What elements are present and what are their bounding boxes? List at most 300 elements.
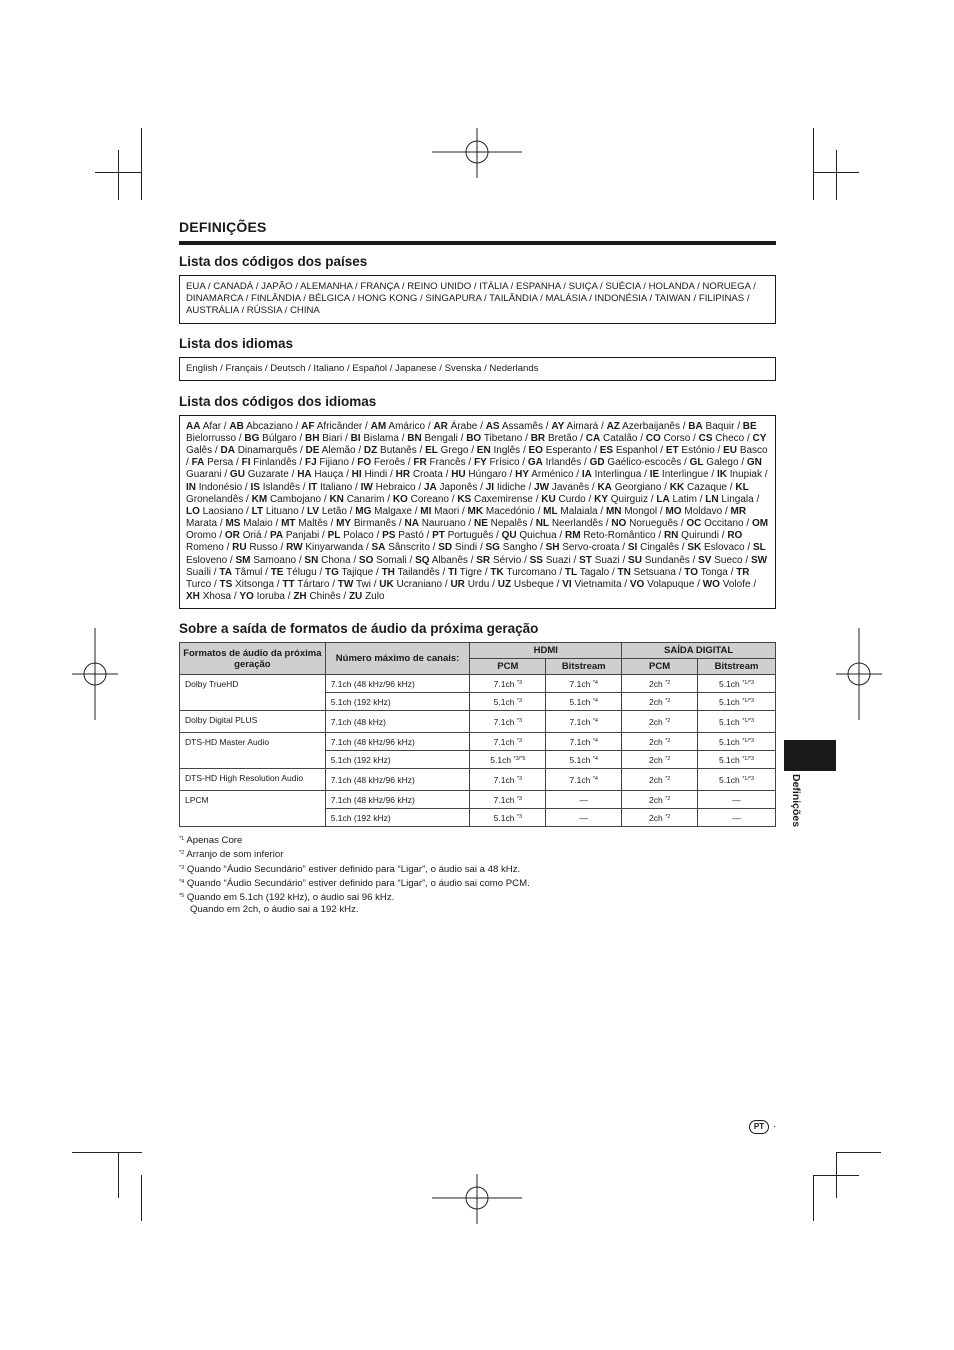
- cell-value: 5.1ch: [493, 696, 515, 707]
- cell-value: 7.1ch: [493, 736, 515, 747]
- cell-value: 7.1ch: [569, 736, 591, 747]
- language-codes-title: Lista dos códigos dos idiomas: [179, 393, 377, 409]
- language-code: MO: [665, 505, 682, 517]
- language-name: Persa: [207, 457, 234, 469]
- language-code: JW: [534, 481, 550, 493]
- digital-pcm-cell: [622, 675, 698, 693]
- language-code: VO: [629, 578, 645, 590]
- footnote-text: Quando em 5.1ch (192 kHz), o áudio sai 96 kHz.: [186, 891, 395, 903]
- cell-value: 2ch: [648, 774, 663, 785]
- format-name: DTS-HD Master Audio: [180, 733, 326, 769]
- language-name: Tártaro: [297, 578, 330, 590]
- language-name: Baquir: [705, 420, 735, 432]
- language-name: Japonês: [439, 481, 478, 493]
- language-name: Xitsonga: [235, 578, 275, 590]
- cell-value: 7.1ch: [493, 678, 515, 689]
- digital-bitstream-cell: [698, 711, 776, 733]
- registration-mark-bottom: [432, 1174, 522, 1224]
- header-channels: Número máximo de canais:: [325, 643, 470, 675]
- language-code: TL: [564, 566, 578, 578]
- cell-value: 5.1ch: [718, 736, 740, 747]
- cell-value: 2ch: [648, 678, 663, 689]
- language-code: BG: [244, 432, 260, 444]
- language-name: Grego: [440, 445, 469, 457]
- language-code: RN: [663, 530, 679, 542]
- language-code: TA: [219, 566, 232, 578]
- language-code: MS: [225, 518, 241, 530]
- footnote-ref: *3: [516, 679, 523, 686]
- language-name: Dinamarquês: [237, 445, 298, 457]
- header-hdmi-bitstream: Bitstream: [546, 659, 622, 675]
- language-name: Polaco: [343, 530, 374, 542]
- audio-formats-title: Sobre a saída de formatos de áudio da próxima geração: [179, 621, 539, 637]
- cell-value: 5.1ch: [569, 754, 591, 765]
- language-name: Azerbaijanês: [622, 420, 680, 432]
- languages-title: Lista dos idiomas: [179, 335, 294, 351]
- language-name: Estónio: [681, 445, 715, 457]
- language-name: Nepalês: [490, 518, 528, 530]
- language-code: JI: [485, 481, 495, 493]
- footnote-ref: *1/*3: [742, 737, 755, 744]
- digital-pcm-cell: [622, 711, 698, 733]
- footnote: [179, 876, 776, 890]
- language-name: Occitano: [704, 518, 744, 530]
- language-code: TO: [684, 566, 698, 578]
- language-name: Inglês: [493, 445, 521, 457]
- header-digital-out: SAÍDA DIGITAL: [622, 643, 776, 659]
- digital-bitstream-cell: [698, 675, 776, 693]
- header-hdmi: HDMI: [470, 643, 622, 659]
- language-code: UZ: [497, 578, 512, 590]
- language-code: MI: [420, 505, 432, 517]
- language-name: Vietnamita: [574, 578, 622, 590]
- footnote: [179, 847, 776, 861]
- language-code: AM: [370, 420, 387, 432]
- language-name: Servo-croata: [562, 542, 620, 554]
- language-code: KL: [735, 481, 749, 493]
- language-code: CO: [645, 432, 661, 444]
- language-code: TN: [617, 566, 631, 578]
- country-codes-box: EUA / CANADÁ / JAPÃO / ALEMANHA / FRANÇA / REINO UNIDO / ITÁLIA / ESPANHA / SUIÇA / SUÉCIA / HOLANDA / NORUEGA / DINAMARCA / FINLÂNDIA / BÉLGICA / HONG KONG / SINGAPURA / TAILÂNDIA / MALÁSIA / INDONÉSIA / TAIWAN / FILIPINAS / AUSTRÁLIA / RÚSSIA / CHINA: [179, 275, 776, 324]
- language-code: LN: [705, 493, 719, 505]
- language-name: Árabe: [450, 420, 478, 432]
- language-code: SV: [698, 554, 712, 566]
- language-name: Arménico: [531, 469, 574, 481]
- footnote-text: Quando “Áudio Secundário” estiver definido para “Ligar”, o áudio sai como PCM.: [186, 877, 530, 889]
- language-code: UK: [379, 578, 394, 590]
- header-hdmi-pcm: PCM: [470, 659, 546, 675]
- language-code: FA: [191, 457, 205, 469]
- language-name: Maltês: [298, 518, 328, 530]
- language-name: Cazaque: [686, 481, 727, 493]
- language-name: Gronelandês: [186, 493, 244, 505]
- language-name: Sânscrito: [388, 542, 430, 554]
- language-code: AZ: [606, 420, 620, 432]
- language-name: Coreano: [410, 493, 449, 505]
- footnote-ref: *1/*3: [742, 679, 755, 686]
- cell-value: 2ch: [648, 696, 663, 707]
- language-name: Chinês: [309, 591, 341, 602]
- language-name: Bretão: [547, 432, 578, 444]
- footnote-ref: *4: [592, 717, 598, 724]
- footnote-ref: *4: [592, 697, 598, 704]
- language-name: Islandês: [262, 481, 300, 493]
- cell-value: 5.1ch: [718, 754, 740, 765]
- cell-value: 2ch: [648, 716, 663, 727]
- language-name: Neerlandês: [551, 518, 603, 530]
- footnote-continuation: Quando em 2ch, o áudio sai a 192 kHz.: [190, 904, 359, 916]
- language-name: Irlandês: [545, 457, 582, 469]
- footnote-mark: *3: [179, 864, 185, 871]
- language-name: Amárico: [388, 420, 426, 432]
- language-code: LO: [186, 505, 200, 517]
- hdmi-bitstream-cell: [546, 791, 622, 809]
- languages-box: English / Français / Deutsch / Italiano / Español / Japanese / Svenska / Nederlands: [179, 357, 776, 381]
- format-name: Dolby Digital PLUS: [180, 711, 326, 733]
- language-code: IN: [186, 481, 196, 493]
- header-digital-pcm: PCM: [622, 659, 698, 675]
- language-name: Francês: [429, 457, 466, 469]
- language-code: ES: [599, 445, 614, 457]
- cell-value: 5.1ch: [718, 716, 740, 727]
- language-code: IA: [581, 469, 592, 481]
- language-code: SW: [750, 554, 768, 566]
- digital-pcm-cell: [622, 769, 698, 791]
- language-name: Inupiak: [729, 469, 762, 481]
- table-row: [180, 711, 776, 733]
- language-name: Tagalo: [579, 566, 610, 578]
- language-code: CY: [752, 432, 767, 444]
- footnote-ref: *4: [592, 755, 598, 762]
- cell-value: 5.1ch: [718, 696, 740, 707]
- footnotes: [179, 833, 776, 916]
- language-code: KY: [594, 493, 608, 505]
- language-name: Kinyarwanda: [305, 542, 364, 554]
- language-name: Bielorrusso: [186, 432, 237, 444]
- language-name: Cingalês: [640, 542, 680, 554]
- language-name: Italiano: [320, 481, 353, 493]
- language-code: EL: [425, 445, 438, 457]
- section-side-label: Definições: [790, 774, 802, 828]
- footnote-ref: *3: [516, 697, 523, 704]
- language-code: RW: [286, 542, 303, 554]
- language-code: GL: [689, 457, 704, 469]
- language-name: Macedónio: [485, 505, 535, 517]
- channel-spec: 7.1ch (48 kHz/96 kHz): [325, 769, 470, 791]
- language-code: EU: [723, 445, 738, 457]
- language-name: Reto-Romântico: [583, 530, 656, 542]
- language-code: FO: [357, 457, 372, 469]
- language-code: ST: [579, 554, 592, 566]
- language-code: MN: [605, 505, 622, 517]
- footnote-ref: *3: [516, 717, 523, 724]
- language-name: Curdo: [558, 493, 586, 505]
- language-code: XH: [186, 591, 200, 602]
- language-code: SK: [687, 542, 702, 554]
- language-name: Malaiala: [560, 505, 598, 517]
- registration-mark-right: [836, 628, 882, 720]
- language-code: YO: [239, 591, 254, 602]
- language-name: Turcomano: [506, 566, 557, 578]
- hdmi-pcm-cell: [470, 733, 546, 751]
- language-name: Galês: [186, 445, 213, 457]
- digital-pcm-cell: [622, 751, 698, 769]
- language-name: Húngaro: [468, 469, 507, 481]
- footnote-ref: *3: [516, 795, 523, 802]
- language-name: Feroês: [373, 457, 406, 469]
- language-code: TK: [490, 566, 504, 578]
- language-name: Russo: [249, 542, 278, 554]
- language-name: Hebraico: [375, 481, 416, 493]
- language-code: SI: [627, 542, 638, 554]
- footnote-ref: *3: [516, 813, 523, 820]
- hdmi-pcm-cell: [470, 693, 546, 711]
- digital-bitstream-cell: [698, 751, 776, 769]
- language-name: Caxemirense: [474, 493, 533, 505]
- hdmi-pcm-cell: [470, 809, 546, 827]
- language-name: Letão: [321, 505, 347, 517]
- digital-pcm-cell: [622, 791, 698, 809]
- language-name: Birmanês: [353, 518, 397, 530]
- footnote-ref: *2: [665, 755, 671, 762]
- language-code: FJ: [304, 457, 317, 469]
- channel-spec: 5.1ch (192 kHz): [325, 693, 470, 711]
- language-name: Télugu: [286, 566, 317, 578]
- language-name: Alemão: [321, 445, 356, 457]
- language-name: Samoano: [253, 554, 297, 566]
- language-code: PL: [327, 530, 341, 542]
- footnote-ref: *4: [592, 737, 598, 744]
- language-name: Eslovaco: [704, 542, 745, 554]
- hdmi-bitstream-cell: [546, 675, 622, 693]
- table-row: [180, 791, 776, 809]
- language-name: Espanhol: [615, 445, 658, 457]
- language-code: KM: [251, 493, 268, 505]
- language-name: Esloveno: [186, 554, 228, 566]
- footnote-ref: *1/*3: [742, 697, 755, 704]
- language-badge: PT: [749, 1120, 769, 1134]
- hdmi-bitstream-cell: [546, 733, 622, 751]
- language-code: CS: [698, 432, 713, 444]
- hdmi-pcm-cell: [470, 711, 546, 733]
- hdmi-pcm-cell: [470, 791, 546, 809]
- language-code: RM: [564, 530, 581, 542]
- format-name: Dolby TrueHD: [180, 675, 326, 711]
- page-content: [179, 219, 776, 916]
- cell-value: 2ch: [648, 812, 663, 823]
- language-code: HI: [351, 469, 362, 481]
- cell-value: 7.1ch: [493, 794, 515, 805]
- language-name: Panjabi: [285, 530, 320, 542]
- language-code: FR: [413, 457, 427, 469]
- digital-pcm-cell: [622, 809, 698, 827]
- language-code: MK: [467, 505, 484, 517]
- language-code: TS: [219, 578, 233, 590]
- section-tab: [784, 740, 836, 771]
- language-name: Galego: [706, 457, 739, 469]
- language-code: IT: [308, 481, 318, 493]
- footnote-ref: *4: [592, 775, 598, 782]
- language-name: Cambojano: [269, 493, 322, 505]
- language-code: GA: [527, 457, 543, 469]
- language-code: LT: [251, 505, 264, 517]
- language-name: Chona: [321, 554, 351, 566]
- language-name: Latim: [672, 493, 697, 505]
- language-code: VI: [562, 578, 572, 590]
- cell-value: —: [579, 812, 588, 823]
- language-code: SA: [371, 542, 386, 554]
- footnote-ref: *1/*3: [742, 775, 755, 782]
- language-name: Afar: [202, 420, 222, 432]
- language-name: Albanês: [431, 554, 468, 566]
- header-formats: Formatos de áudio da próxima geração: [180, 643, 326, 675]
- language-code: AR: [433, 420, 448, 432]
- language-code: HU: [451, 469, 466, 481]
- digital-pcm-cell: [622, 693, 698, 711]
- language-code: OC: [686, 518, 702, 530]
- language-code: BH: [304, 432, 320, 444]
- hdmi-bitstream-cell: [546, 693, 622, 711]
- language-code: AY: [551, 420, 565, 432]
- footnote-mark: *4: [179, 878, 185, 885]
- cell-value: 5.1ch: [490, 754, 512, 765]
- language-name: Assamês: [501, 420, 543, 432]
- footnote: [179, 833, 776, 847]
- footnote: [179, 862, 776, 876]
- footnote-text: Apenas Core: [186, 835, 243, 847]
- language-code: EO: [528, 445, 543, 457]
- language-code: KA: [597, 481, 612, 493]
- language-name: Ioruba: [256, 591, 285, 602]
- language-name: Ucraniano: [396, 578, 443, 590]
- cell-value: 7.1ch: [493, 774, 515, 785]
- language-name: Oriá: [242, 530, 262, 542]
- language-code: AA: [186, 420, 201, 432]
- language-name: Hindi: [364, 469, 388, 481]
- language-code: FI: [241, 457, 251, 469]
- footnote-mark: *5: [179, 892, 185, 899]
- digital-bitstream-cell: [698, 809, 776, 827]
- language-name: Sundanês: [644, 554, 690, 566]
- language-name: Bengali: [424, 432, 458, 444]
- language-code: KS: [457, 493, 472, 505]
- footnote-ref: *2: [665, 697, 671, 704]
- language-code: GN: [746, 457, 762, 469]
- footnote-ref: *1/*3: [742, 717, 755, 724]
- table-row: [180, 733, 776, 751]
- hdmi-bitstream-cell: [546, 711, 622, 733]
- language-name: Suaíli: [186, 566, 212, 578]
- language-name: Checo: [715, 432, 745, 444]
- language-code: PT: [432, 530, 445, 542]
- language-code: DE: [305, 445, 320, 457]
- language-code: KN: [329, 493, 344, 505]
- language-name: Quirguiz: [610, 493, 649, 505]
- language-code: CA: [585, 432, 601, 444]
- language-name: Marata: [186, 518, 218, 530]
- language-code: QU: [501, 530, 517, 542]
- country-codes-title: Lista dos códigos dos países: [179, 254, 368, 269]
- table-row: [180, 675, 776, 693]
- hdmi-pcm-cell: [470, 751, 546, 769]
- language-name: Croata: [412, 469, 443, 481]
- language-name: Xhosa: [202, 591, 232, 602]
- language-code: FY: [473, 457, 487, 469]
- language-name: Finlandês: [253, 457, 297, 469]
- cell-value: 5.1ch: [718, 774, 740, 785]
- language-name: Búlgaro: [262, 432, 297, 444]
- language-code: BE: [742, 420, 757, 432]
- cell-value: 7.1ch: [569, 774, 591, 785]
- language-name: Twi: [355, 578, 371, 590]
- language-code: PA: [269, 530, 284, 542]
- footnote-ref: *3: [516, 737, 523, 744]
- language-name: Volapuque: [647, 578, 695, 590]
- digital-bitstream-cell: [698, 733, 776, 751]
- footnote-ref: *2: [665, 679, 671, 686]
- language-code: EN: [476, 445, 491, 457]
- cell-value: 7.1ch: [569, 678, 591, 689]
- language-name: Africânder: [316, 420, 363, 432]
- language-code: NL: [535, 518, 550, 530]
- language-code: UR: [450, 578, 465, 590]
- footnote-ref: *2: [665, 717, 671, 724]
- footnote-ref: *3: [516, 775, 523, 782]
- language-name: Basco: [739, 445, 768, 457]
- language-name: Canarim: [346, 493, 385, 505]
- language-code: RU: [232, 542, 247, 554]
- language-name: Maori: [434, 505, 460, 517]
- language-name: Tibetano: [483, 432, 523, 444]
- language-name: Urdu: [467, 578, 490, 590]
- language-name: Mongol: [624, 505, 658, 517]
- language-code: KU: [541, 493, 556, 505]
- page-title: DEFINIÇÕES: [179, 219, 776, 245]
- audio-formats-table: [179, 642, 776, 827]
- table-row: [180, 769, 776, 791]
- language-code: GD: [589, 457, 605, 469]
- language-name: Corso: [663, 432, 691, 444]
- language-code: SU: [628, 554, 642, 566]
- footnote-ref: *2: [665, 795, 671, 802]
- language-name: Hauça: [314, 469, 344, 481]
- cell-value: —: [579, 794, 588, 805]
- language-code: TI: [448, 566, 458, 578]
- language-code: BI: [350, 432, 361, 444]
- footnote-ref: *4: [592, 679, 598, 686]
- language-name: Pastó: [398, 530, 424, 542]
- language-name: Laosiano: [202, 505, 244, 517]
- language-code: ZH: [293, 591, 307, 602]
- language-code: TG: [325, 566, 339, 578]
- language-code: KO: [392, 493, 408, 505]
- language-name: Tigre: [459, 566, 483, 578]
- language-name: Interlingue: [661, 469, 709, 481]
- language-name: Esperanto: [545, 445, 592, 457]
- language-code: IK: [716, 469, 727, 481]
- language-name: Usbeque: [513, 578, 554, 590]
- language-code: PS: [382, 530, 396, 542]
- language-name: Malaio: [243, 518, 273, 530]
- language-code: OM: [751, 518, 769, 530]
- language-name: Norueguês: [629, 518, 679, 530]
- language-name: Zulo: [365, 591, 385, 602]
- language-code: ET: [665, 445, 679, 457]
- channel-spec: 5.1ch (192 kHz): [325, 751, 470, 769]
- language-code: MT: [281, 518, 296, 530]
- language-code: MG: [355, 505, 372, 517]
- hdmi-bitstream-cell: [546, 809, 622, 827]
